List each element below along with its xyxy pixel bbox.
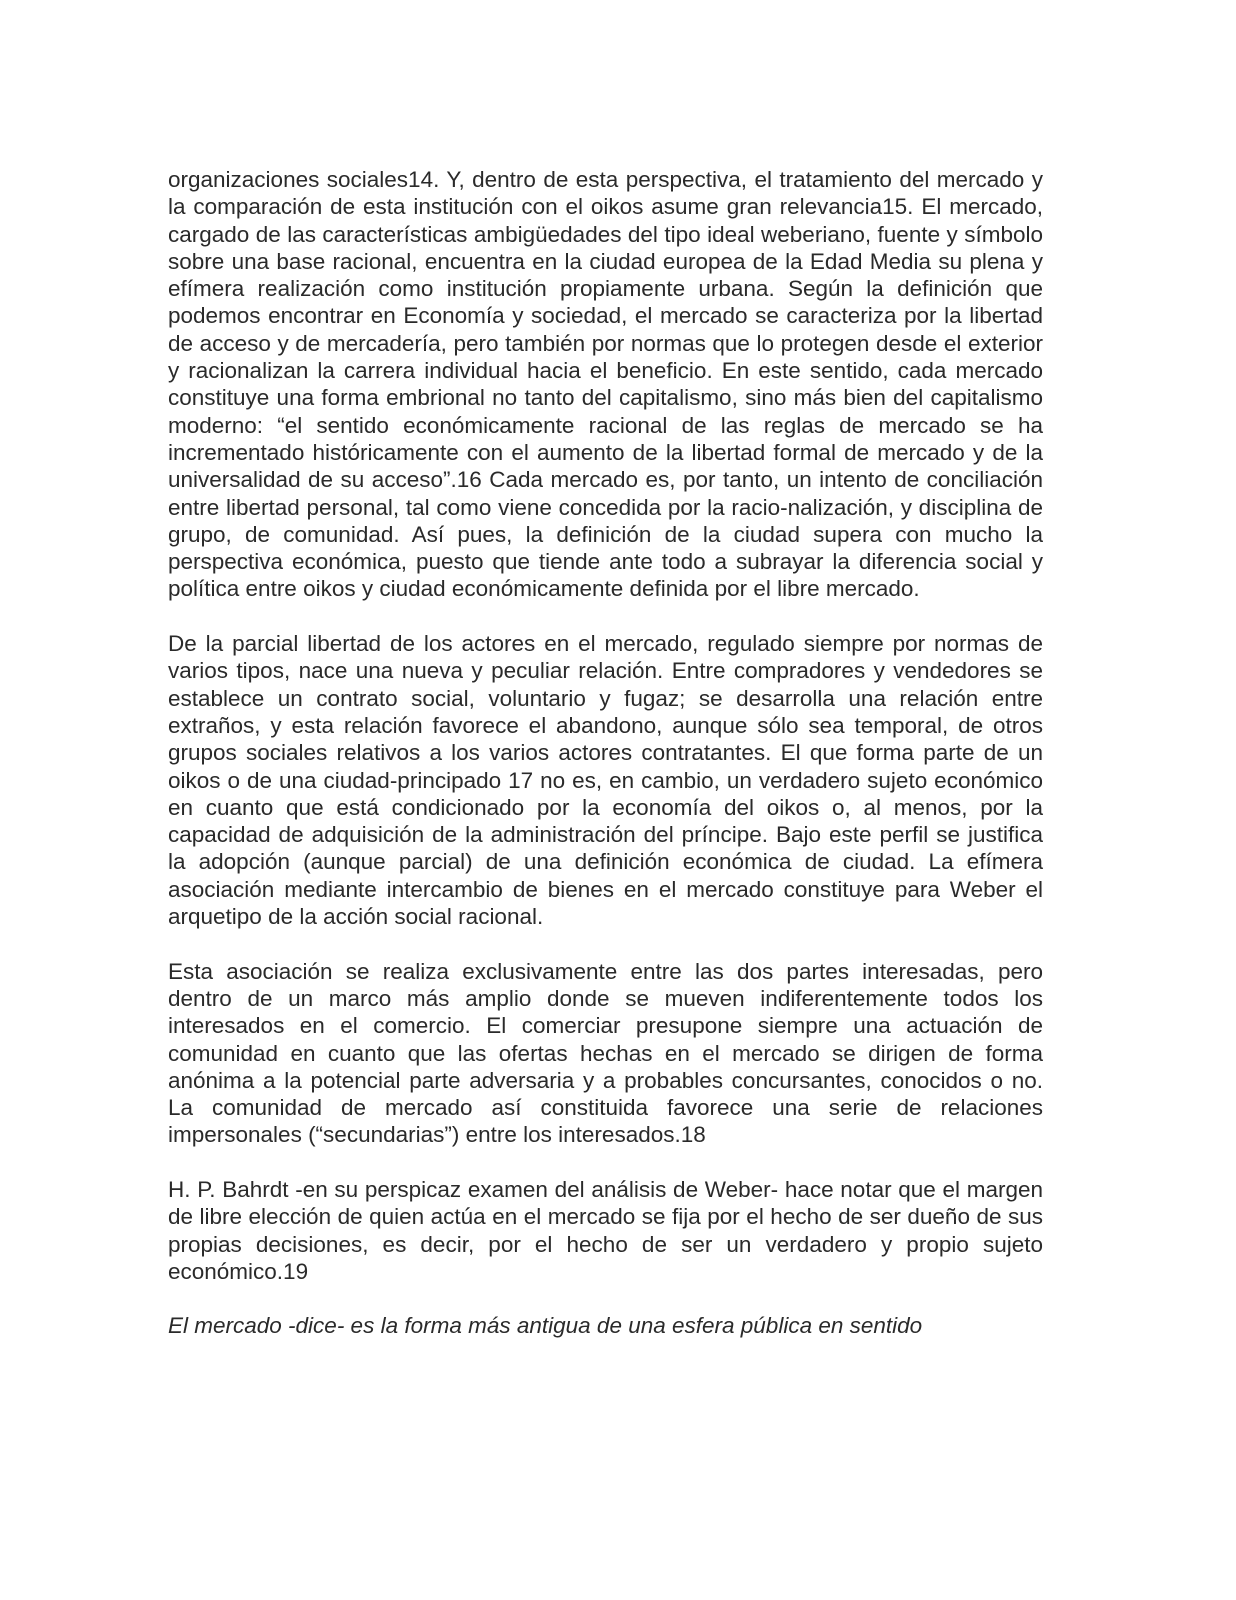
paragraph-bahrdt: H. P. Bahrdt -en su perspicaz examen del análisis de Weber- hace notar que el margen de libre elección de quien actúa en el mercado se fija por el hecho de ser dueño de sus propias decisiones, es decir, por el hecho de ser un verdadero y propio sujeto económico.19 (168, 1176, 1043, 1284)
paragraph-market-community: Esta asociación se realiza exclusivamente entre las dos partes interesadas, pero dentro de un marco más amplio donde se mueven indiferentemente todos los interesados en el comercio. El comerciar presupone siempre una actuación de comunidad en cuanto que las ofertas hechas en el mercado se dirigen de forma anónima a la potencial parte adversaria y a probables concursantes, conocidos o no. La comunidad de mercado así constituida favorece una serie de relaciones impersonales (“secundarias”) entre los interesados.18 (168, 958, 1043, 1148)
paragraph-quote-public-sphere: El mercado -dice- es la forma más antigua de una esfera pública en sentido (168, 1313, 923, 1339)
document-page (168, 166, 1043, 1340)
paragraph-market-relations: De la parcial libertad de los actores en el mercado, regulado siempre por normas de varios tipos, nace una nueva y peculiar relación. Entre compradores y vendedores se establece un contrato social, voluntario y fugaz; se desarrolla una relación entre extraños, y esta relación favorece el abandono, aunque sólo sea temporal, de otros grupos sociales relativos a los varios actores contratantes. El que forma parte de un oikos o de una ciudad-principado 17 no es, en cambio, un verdadero sujeto económico en cuanto que está condicionado por la economía del oikos o, al menos, por la capacidad de adquisición de la administración del príncipe. Bajo este perfil se justifica la adopción (aunque parcial) de una definición económica de ciudad. La efímera asociación mediante intercambio de bienes en el mercado constituye para Weber el arquetipo de la acción social racional. (168, 631, 1043, 930)
paragraph-market-institution: organizaciones sociales14. Y, dentro de esta perspectiva, el tratamiento del mercado y la comparación de esta institución con el oikos asume gran relevancia15. El mercado, cargado de las características ambigüedades del tipo ideal weberiano, fuente y símbolo sobre una base racional, encuentra en la ciudad europea de la Edad Media su plena y efímera realización como institución propiamente urbana. Según la definición que podemos encontrar en Economía y sociedad, el mercado se caracteriza por la libertad de acceso y de mercadería, pero también por normas que lo protegen desde el exterior y racionalizan la carrera individual hacia el beneficio. En este sentido, cada mercado constituye una forma embrional no tanto del capitalismo, sino más bien del capitalismo moderno: “el sentido económicamente racional de las reglas de mercado se ha incrementado históricamente con el aumento de la libertad formal de mercado y de la universalidad de su acceso”.16 Cada mercado es, por tanto, un intento de conciliación entre libertad personal, tal como viene concedida por la racio-nalización, y disciplina de grupo, de comunidad. Así pues, la definición de la ciudad supera con mucho la perspectiva económica, puesto que tiende ante todo a subrayar la diferencia social y política entre oikos y ciudad económicamente definida por el libre mercado. (168, 167, 1043, 602)
